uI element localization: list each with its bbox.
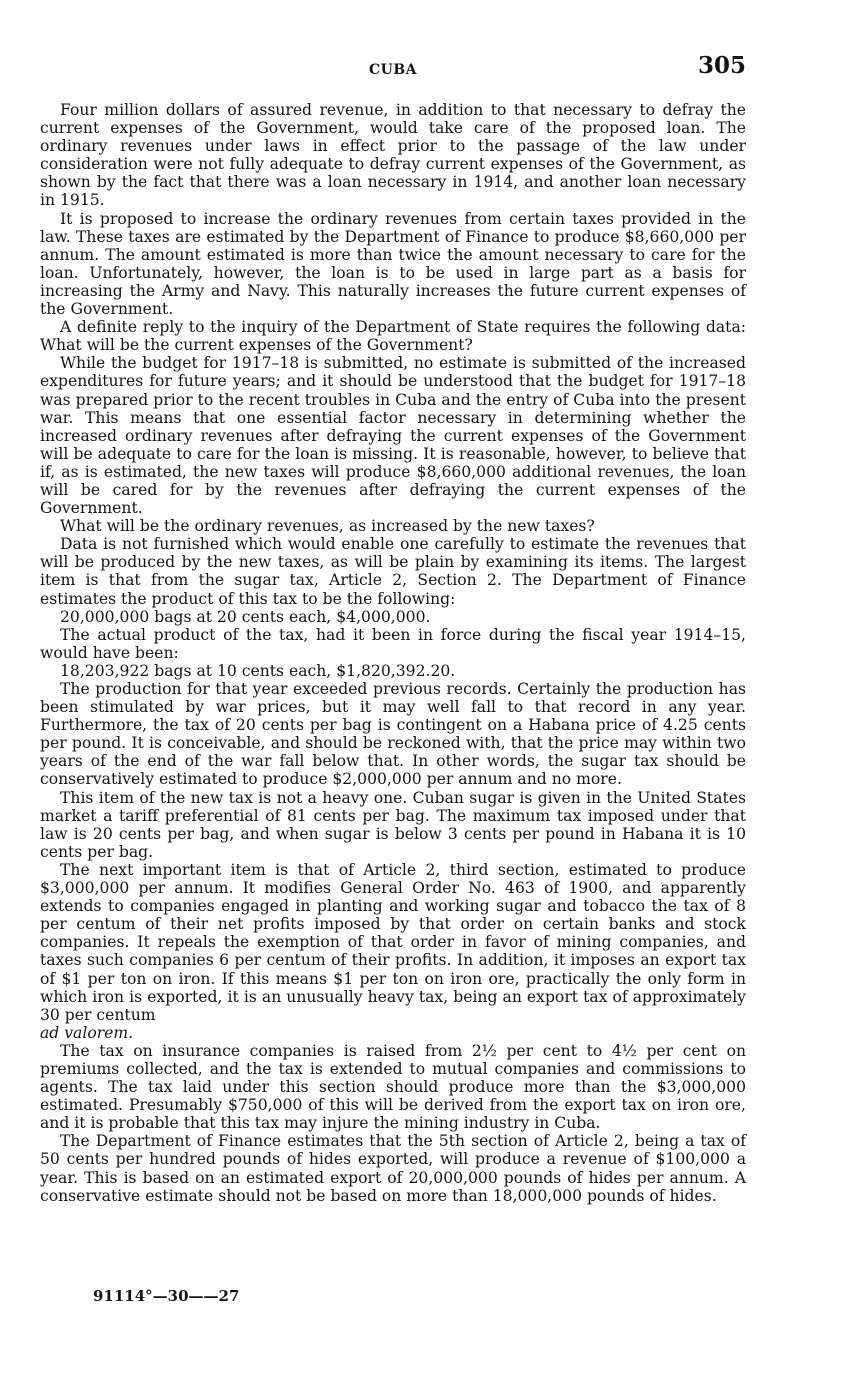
body-text (40, 101, 746, 1205)
paragraph: The actual product of the tax, had it been in force during the fiscal year 1914–15, would have been: (40, 625, 746, 662)
paragraph: Data is not furnished which would enable one carefully to estimate the revenues that will be produced by the new taxes, as will be plain by examining its items. The largest item is that from the sugar tax, Article 2, Section 2. The Department of Finance estimates the product of this tax to be the following: (40, 535, 746, 608)
print-code: 91114°—30——27 (93, 1287, 240, 1305)
paragraph: This item of the new tax is not a heavy one. Cuban sugar is given in the United States market a tariff preferential of 81 cents per bag. The maximum tax imposed under that law is 20 cents per bag, and when sugar is below 3 cents per pound in Habana it is 10 cents per bag. (40, 788, 746, 861)
paragraph-continuation (40, 1024, 746, 1042)
page-header (40, 52, 746, 82)
running-title: CUBA (368, 62, 418, 78)
paragraph: The next important item is that of Article 2, third section, estimated to produce $3,000,000 per annum. It modifies General Order No. 463 of 1900, and apparently extends to companies engaged in planting and working sugar and tobacco the tax of 8 per centum of their net profits imposed by that order on certain banks and stock companies. It repeals the exemption of that order in favor of mining companies, and taxes such companies 6 per centum of their profits. In addition, it imposes an export tax of $1 per ton on iron. If this means $1 per ton on iron ore, practically the only form in which iron is exported, it is an unusually heavy tax, being an export tax of approximately 30 per centum (40, 860, 746, 1024)
paragraph: The Department of Finance estimates that the 5th section of Article 2, being a tax of 50 cents per hundred pounds of hides exported, will produce a revenue of $100,000 a year. This is based on an estimated export of 20,000,000 pounds of hides per annum. A conservative estimate should not be based on more than 18,000,000 pounds of hides. (40, 1132, 746, 1205)
paragraph: A definite reply to the inquiry of the Department of State requires the following data: What will be the current expenses of the Government? (40, 318, 746, 355)
italic-phrase: ad valorem. (40, 1023, 134, 1042)
paragraph: What will be the ordinary revenues, as increased by the new taxes? (60, 517, 595, 536)
paragraph: While the budget for 1917–18 is submitted, no estimate is submitted of the increased expenditures for future years; and it should be understood that the budget for 1917–18 was prepared prior to the recent troubles in Cuba and the entry of Cuba into the present war. This means that one essential factor necessary in determining whether the increased ordinary revenues after defraying the current expenses of the Government will be adequate to care for the loan is missing. It is reasonable, however, to believe that if, as is estimated, the new taxes will produce $8,660,000 additional revenues, the loan will be cared for by the revenues after defraying the current expenses of the Government. (40, 354, 746, 518)
statistic-line: 20,000,000 bags at 20 cents each, $4,000,000. (60, 607, 431, 626)
statistic-line: 18,203,922 bags at 10 cents each, $1,820,392.20. (60, 661, 456, 680)
page-number: 305 (697, 52, 746, 79)
paragraph: The tax on insurance companies is raised from 2½ per cent to 4½ per cent on premiums collected, and the tax is extended to mutual companies and commissions to agents. The tax laid under this section should produce more than the $3,000,000 estimated. Presumably $750,000 of this will be derived from the export tax on iron ore, and it is probable that this tax may injure the mining industry in Cuba. (40, 1041, 746, 1133)
paragraph: The production for that year exceeded previous records. Certainly the production has been stimulated by war prices, but it may well fall to that record in any year. Furthermore, the tax of 20 cents per bag is contingent on a Habana price of 4.25 cents per pound. It is conceivable, and should be reckoned with, that the price may within two years of the end of the war fall below that. In other words, the sugar tax should be conservatively estimated to produce $2,000,000 per annum and no more. (40, 680, 746, 789)
paragraph: Four million dollars of assured revenue, in addition to that necessary to defray the current expenses of the Government, would take care of the proposed loan. The ordinary revenues under laws in effect prior to the passage of the law under consideration were not fully adequate to defray current expenses of the Government, as shown by the fact that there was a loan necessary in 1914, and another loan necessary in 1915. (40, 101, 746, 210)
paragraph: It is proposed to increase the ordinary revenues from certain taxes provided in the law. These taxes are estimated by the Department of Finance to produce $8,660,000 per annum. The amount estimated is more than twice the amount necessary to care for the loan. Unfortunately, however, the loan is to be used in large part as a basis for increasing the Army and Navy. This naturally increases the future current expenses of the Government. (40, 209, 746, 319)
